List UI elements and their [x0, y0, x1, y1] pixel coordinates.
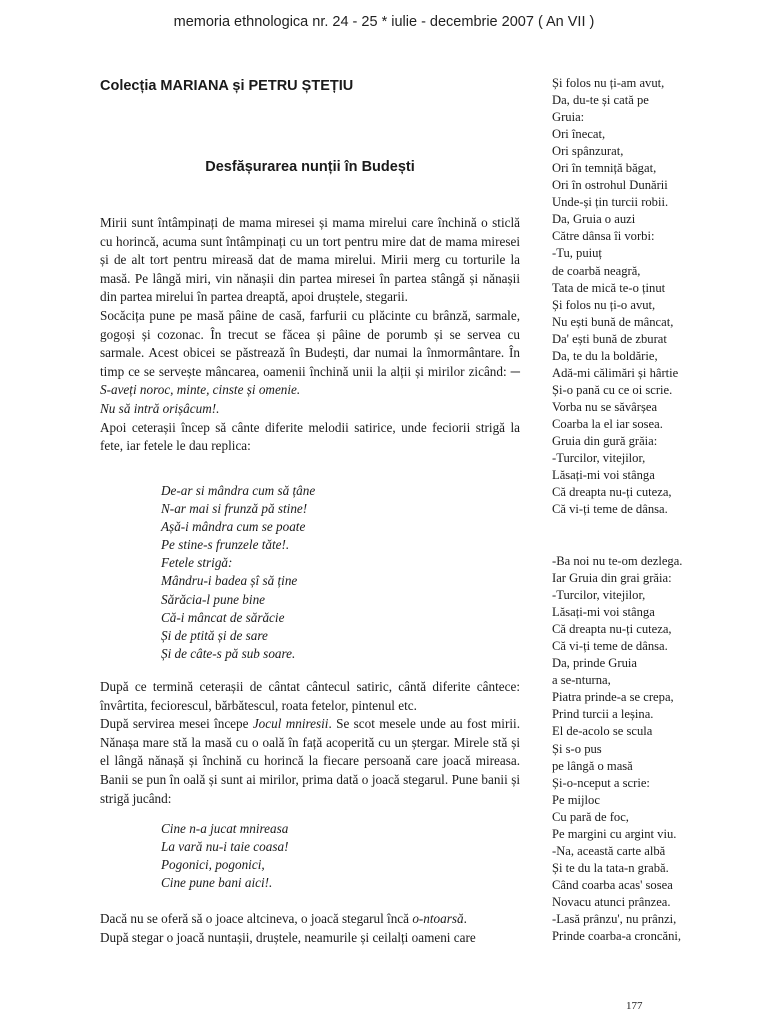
verse-line: Că dreapta nu-ți cuteza, [552, 485, 672, 500]
verse-line: Și s-o pus [552, 741, 602, 756]
verse-line: Pogonici, pogonici, [161, 857, 265, 873]
verse-line: El de-acolo se scula [552, 724, 653, 739]
verse-line: Pe stine-s frunzele tăte!. [161, 537, 290, 553]
verse-block-2 [161, 820, 288, 892]
verse-line: Că dreapta nu-ți cuteza, [552, 622, 672, 637]
collection-title: Colecția MARIANA și PETRU ȘTEȚIU [100, 78, 354, 94]
verse-line: Ori spânzurat, [552, 144, 624, 159]
journal-header: memoria ethnologica nr. 24 - 25 * iulie - decembrie 2007 ( An VII ) [173, 14, 595, 30]
paragraph-6-text-b: . [463, 911, 467, 926]
verse-line: Pe mijloc [552, 792, 600, 807]
verse-line: Sărăcia-l pune bine [161, 591, 266, 607]
verse-line: pe lângă o masă [552, 758, 633, 773]
verse-line: Da' ești bună de zburat [552, 331, 667, 346]
verse-line: Către dânsa îi vorbi: [552, 229, 655, 244]
verse-line: Da, te du la boldărie, [552, 348, 658, 363]
verse-line: Și te du la tata-n grabă. [552, 860, 669, 875]
verse-line: Ori în ostrohul Dunării [552, 178, 668, 193]
verse-line: Ori în temniță băgat, [552, 161, 657, 176]
verse-line: De-ar si mândra cum să țâne [161, 483, 316, 498]
verse-line: Tata de mică te-o ținut [552, 280, 666, 295]
verse-line: Iar Gruia din grai grăia: [552, 571, 672, 586]
verse-line: Piatra prinde-a se crepa, [552, 690, 674, 705]
verse-line: -Tu, puiuț [552, 246, 602, 261]
toast-text: S-aveți noroc, minte, cinste și omenie. [100, 382, 301, 398]
verse-line: Prinde coarba-a croncăni, [552, 929, 682, 944]
verse-block-1 [161, 482, 315, 663]
body-text-block-3 [100, 910, 520, 947]
verse-line: -Ba noi nu te-om dezlega. [552, 554, 683, 568]
verse-line: Că vi-ți teme de dânsa. [552, 502, 668, 517]
verse-line: Gruia din gură grăia: [552, 433, 658, 448]
paragraph-2 [100, 307, 520, 419]
verse-line: N-ar mai si frunză pă stine! [161, 501, 308, 517]
paragraph-2-text: Socăcița pune pe masă pâine de casă, farfurii cu plăcinte cu brânză, sarmale, gogoși și cozonac. În trecut se făcea și pâine de porumb și se servea cu sarmale. Acest obicei se păstrează în Budești, dar numai la înmormântare. În timp ce se servește mâncarea, oamenii închină unii la alții și mirilor zicând: ─ [100, 307, 520, 379]
verse-line: Cine pune bani aici!. [161, 875, 273, 891]
verse-line: Pe margini cu argint viu. [552, 826, 677, 841]
verse-line: La vară nu-i taie coasa! [161, 839, 289, 855]
verse-line: Cine n-a jucat mnireasa [161, 821, 289, 836]
verse-line: Coarba la el iar sosea. [552, 416, 663, 431]
verse-line: -Lasă prânzu', nu prânzi, [552, 911, 677, 926]
paragraph-6 [100, 910, 520, 929]
verse-line: Mândru-i badea șî să ține [161, 573, 298, 589]
body-text-block-1 [100, 214, 520, 456]
verse-line: Vorba nu se săvârșea [552, 399, 658, 414]
verse-line: Și-o pană cu ce oi scrie. [552, 382, 673, 397]
verse-line: Și de ptită și de sare [161, 627, 268, 643]
verse-line: Nu ești bună de mâncat, [552, 314, 674, 329]
game-name: Jocul mniresii [252, 716, 329, 732]
verse-line: Da, prinde Gruia [552, 656, 637, 671]
verse-line: Lăsați-mi voi stânga [552, 605, 655, 620]
page-number: 177 [626, 1000, 643, 1012]
verse-line: Unde-și țin turcii robii. [552, 195, 669, 210]
article-title: Desfășurarea nunții în Budești [205, 159, 415, 175]
verse-line: -Na, această carte albă [552, 843, 666, 858]
verse-line: -Turcilor, vitejilor, [552, 451, 646, 466]
verse-line: Ori înecat, [552, 127, 606, 142]
verse-line: Așă-i mândra cum se poate [161, 519, 306, 535]
dance-term: o-ntoarsă [412, 911, 464, 926]
verse-line: Și de câte-s pă sub soare. [161, 645, 296, 661]
paragraph-6-text-a: Dacă nu se oferă să o joace altcineva, o joacă stegarul încă [100, 911, 413, 926]
paragraph-3: Apoi ceterașii încep să cânte diferite melodii satirice, unde feciorii strigă la fete, iar fetele le dau replica: [100, 419, 520, 454]
verse-line: a se-nturna, [552, 673, 611, 688]
verse-line: Gruia: [552, 110, 585, 125]
verse-line: Da, Gruia o auzi [552, 212, 636, 227]
verse-line: Da, du-te și cată pe [552, 93, 649, 108]
verse-line: de coarbă neagră, [552, 263, 641, 278]
paragraph-5-text-b: . Se scot mesele unde au fost mirii. Nănașa mare stă la masă cu o oală în față acoperită cu un ștergar. Mirele stă și el lângă nănașă și închină cu horincă la fiecare persoană care joacă mireasa. Banii se pun în oală și sunt ai mirilor, prima dată o joacă stegarul. Pune banii și strigă jucând: [100, 716, 520, 806]
paragraph-4: După ce termină ceterașii de cântat cântecul satiric, cântă diferite cântece: învârtita, feciorescul, bărbătescul, roata fetelor, pintenul etc. [100, 679, 520, 713]
paragraph-5-text-a: După servirea mesei începe [100, 716, 253, 732]
verse-line: Adă-mi călimări și hârtie [552, 365, 679, 380]
paragraph-5 [100, 715, 520, 808]
right-column-verse-2 [552, 553, 752, 945]
verse-line: Și folos nu ți-am avut, [552, 76, 665, 90]
toast-text-2: Nu să intră orișâcum!. [100, 400, 220, 416]
verse-line: Fetele strigă: [161, 555, 233, 571]
verse-line: Lăsați-mi voi stânga [552, 468, 655, 483]
right-column-verse-1 [552, 75, 752, 518]
verse-line: Că vi-ți teme de dânsa. [552, 639, 668, 654]
verse-line: Și folos nu ți-o avut, [552, 297, 656, 312]
body-text-block-2 [100, 678, 520, 808]
verse-line: Novacu atunci prânzea. [552, 894, 671, 909]
verse-line: Cu pară de foc, [552, 809, 629, 824]
verse-line: Și-o-nceput a scrie: [552, 775, 650, 790]
paragraph-7: După stegar o joacă nuntașii, druștele, neamurile și ceilalți oameni care [100, 929, 476, 945]
verse-line: Când coarba acas' sosea [552, 877, 673, 892]
verse-line: Că-i mâncat de sărăcie [161, 609, 285, 625]
verse-line: -Turcilor, vitejilor, [552, 588, 646, 603]
verse-line: Prind turcii a leșina. [552, 707, 654, 722]
paragraph-1: Mirii sunt întâmpinați de mama miresei și mama mirelui care închină o sticlă cu horincă, acuma sunt întâmpinați cu un tort pentru mire dat de mama miresei și de alt tort pentru mireasă dat de mama mirelui. Mirii merg cu torturile la masă. Pe lângă miri, vin nănașii din partea miresei în partea stângă și nănașii din partea mirelui în partea dreaptă, apoi druștele, stegarii. [100, 215, 520, 305]
